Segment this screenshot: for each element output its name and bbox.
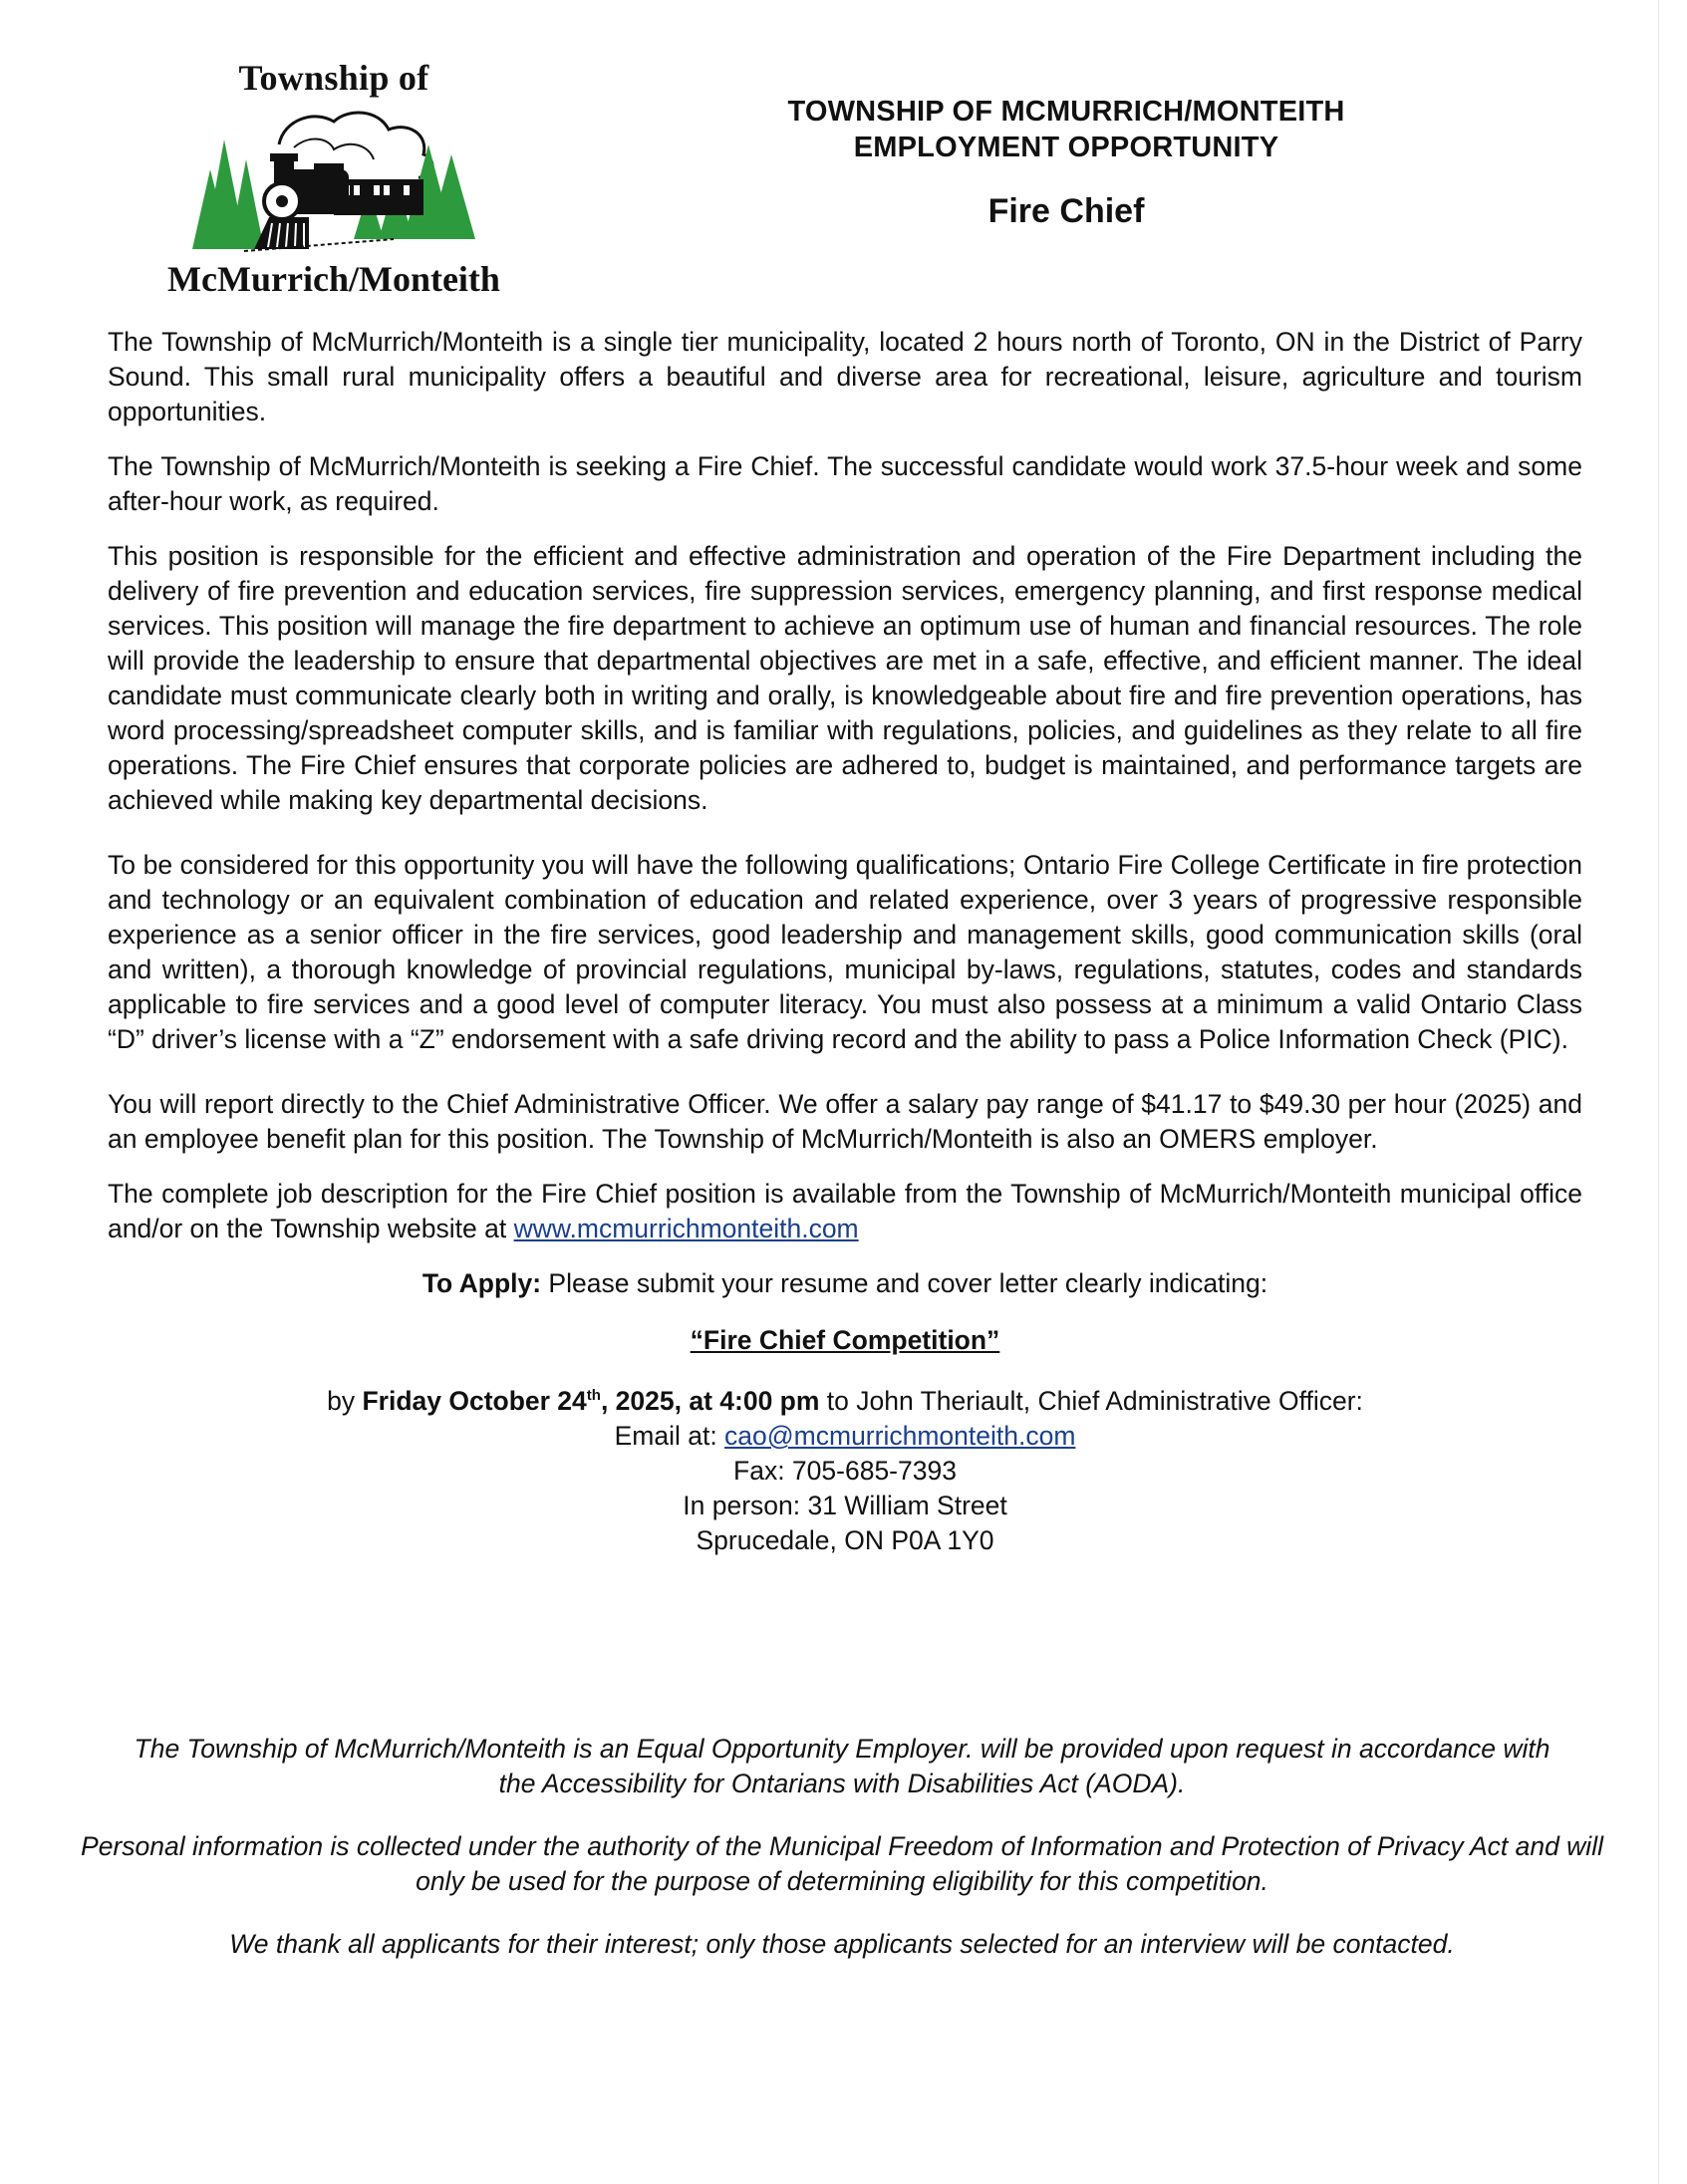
address-line: Sprucedale, ON P0A 1Y0 xyxy=(696,1525,994,1555)
email-label: Email at: xyxy=(614,1421,725,1451)
document-body xyxy=(108,325,1582,1558)
website-link[interactable]: www.mcmurrichmonteith.com xyxy=(513,1214,859,1243)
deadline-line xyxy=(108,1384,1582,1419)
paragraph-seeking: The Township of McMurrich/Monteith is seeking a Fire Chief. The successful candidate would work 37.5-hour week and some after-hour work, as required. xyxy=(108,451,1582,516)
privacy-note: Personal information is collected under the authority of the Municipal Freedom of Information and Protection of Privacy Act and will only be used for the purpose of determining eligibility for this competition. xyxy=(81,1831,1603,1896)
deadline-day: Friday October 24 xyxy=(362,1386,587,1416)
competition-name: “Fire Chief Competition” xyxy=(690,1325,1000,1355)
deadline-recipient: to John Theriault, Chief Administrative Officer: xyxy=(819,1386,1363,1416)
paragraph-salary: You will report directly to the Chief Administrative Officer. We offer a salary pay range of $41.17 to $49.30 per hour (2025) and an employee benefit plan for this position. The Township of McMurrich/Monteith is also an OMERS employer. xyxy=(108,1089,1582,1154)
logo-bottom-text: McMurrich/Monteith xyxy=(167,259,500,299)
steam-train-icon xyxy=(184,100,483,257)
apply-instructions xyxy=(108,1266,1582,1301)
document-header xyxy=(717,94,1415,231)
thank-you-note: We thank all applicants for their interest; only those applicants selected for an interview will be contacted. xyxy=(229,1929,1455,1959)
apply-label: To Apply: xyxy=(422,1268,542,1298)
email-link[interactable]: cao@mcmurrichmonteith.com xyxy=(724,1421,1076,1451)
township-logo xyxy=(130,58,538,307)
in-person-line: In person: 31 William Street xyxy=(683,1491,1007,1520)
footer-notes xyxy=(60,1732,1624,1990)
job-title: Fire Chief xyxy=(987,192,1145,230)
apply-text: Please submit your resume and cover letter clearly indicating: xyxy=(541,1268,1268,1298)
deadline-time: , 2025, at 4:00 pm xyxy=(600,1386,820,1416)
deadline-prefix: by xyxy=(327,1386,363,1416)
paragraph-responsibilities: This position is responsible for the efficient and effective administration and operation of the Fire Department including the delivery of fire prevention and education services, fire suppression services, emergency planning, and first response medical services. This position will manage the fire department to achieve an optimum use of human and financial resources. The role will provide the leadership to ensure that departmental objectives are met in a safe, effective, and efficient manner. The ideal candidate must communicate clearly both in writing and orally, is knowledgeable about fire and fire prevention operations, has word processing/spreadsheet computer skills, and is familiar with regulations, policies, and guidelines as they relate to all fire operations. The Fire Chief ensures that corporate policies are adhered to, budget is maintained, and performance targets are achieved while making key departmental decisions. xyxy=(108,541,1582,815)
paragraph-intro: The Township of McMurrich/Monteith is a single tier municipality, located 2 hours north of Toronto, ON in the District of Parry Sound. This small rural municipality offers a beautiful and diverse area for recreational, leisure, agriculture and tourism opportunities. xyxy=(108,327,1582,426)
paragraph-qualifications: To be considered for this opportunity you will have the following qualifications; Ontario Fire College Certificate in fire protection and technology or an equivalent combination of education and related experience, over 3 years of progressive responsible experience as a senior officer in the fire services, good leadership and management skills, good communication skills (oral and written), a thorough knowledge of provincial regulations, municipal by-laws, regulations, statutes, codes and standards applicable to fire services and a good level of computer literacy. You must also possess at a minimum a valid Ontario Class “D” driver’s license with a “Z” endorsement with a safe driving record and the ability to pass a Police Information Check (PIC). xyxy=(108,850,1582,1054)
email-line xyxy=(108,1419,1582,1454)
paragraph-job-description xyxy=(108,1177,1582,1246)
logo-top-text: Township of xyxy=(238,58,429,98)
job-description-text: The complete job description for the Fire Chief position is available from the Township of McMurrich/Monteith municipal office and/or on the Township website at xyxy=(108,1179,1582,1243)
header-subtitle: EMPLOYMENT OPPORTUNITY xyxy=(853,132,1279,163)
deadline-ordinal: th xyxy=(586,1387,601,1405)
header-organization: TOWNSHIP OF MCMURRICH/MONTEITH xyxy=(787,96,1345,128)
deadline-date xyxy=(362,1386,819,1416)
page-edge xyxy=(1658,0,1659,2184)
equal-opportunity-note: The Township of McMurrich/Monteith is an Equal Opportunity Employer. will be provided upon request in accordance with the Accessibility for Ontarians with Disabilities Act (AODA). xyxy=(134,1734,1550,1798)
fax-line: Fax: 705-685-7393 xyxy=(733,1456,957,1486)
